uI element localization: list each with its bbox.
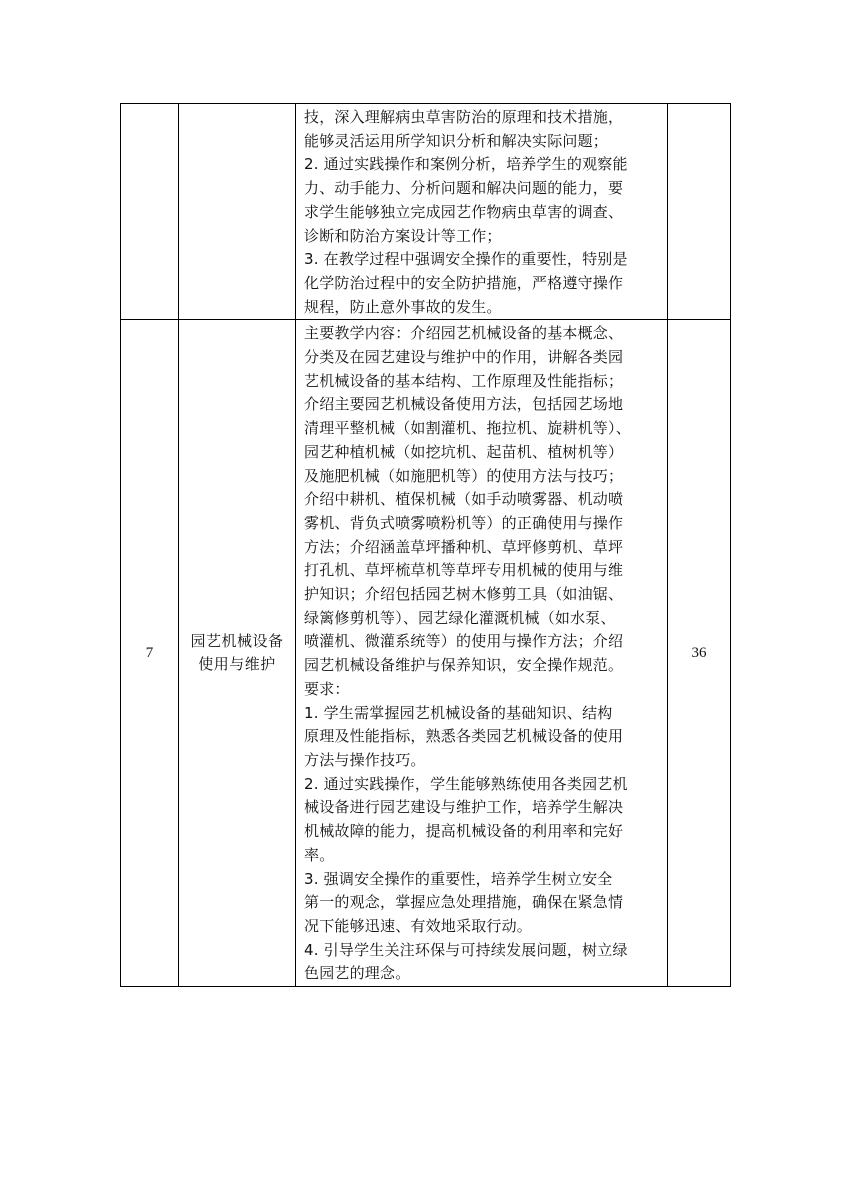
content-line: 分类及在园艺建设与维护中的作用，讲解各类园	[304, 348, 624, 367]
content-line: 诊断和防治方案设计等工作；	[304, 226, 502, 245]
content-line: 技，深入理解病虫草害防治的原理和技术措施，	[304, 108, 624, 126]
course-name-line: 园艺机械设备	[190, 632, 284, 651]
hours-cell: 36	[668, 320, 731, 987]
course-name-cell	[179, 104, 296, 320]
content-line: 绿篱修剪机等）、园艺绿化灌溉机械（如水泵、	[304, 608, 616, 627]
content-line: 规程，防止意外事故的发生。	[304, 297, 502, 316]
content-line: 打孔机、草坪梳草机等草坪专用机械的使用与维	[304, 561, 624, 580]
course-content-cell	[296, 320, 668, 987]
content-line: 方法；介绍涵盖草坪播种机、草坪修剪机、草坪	[304, 537, 624, 556]
table-row	[121, 104, 731, 320]
content-line: 护知识；介绍包括园艺树木修剪工具（如油锯、	[304, 585, 624, 604]
content-line: 清理平整机械（如割灌机、拖拉机、旋耕机等）、	[304, 419, 631, 438]
table-row	[121, 320, 731, 987]
content-line: 化学防治过程中的安全防护措施，严格遵守操作	[304, 273, 624, 292]
course-content-cell	[296, 104, 668, 320]
row-index-cell: 7	[121, 320, 179, 987]
content-line: 雾机、背负式喷雾喷粉机等）的正确使用与操作	[304, 513, 624, 532]
content-line: 械设备进行园艺建设与维护工作，培养学生解决	[304, 798, 624, 817]
content-line: 主要教学内容：介绍园艺机械设备的基本概念、	[304, 324, 624, 343]
content-line: 1. 学生需掌握园艺机械设备的基础知识、结构	[304, 703, 613, 722]
content-line: 能够灵活运用所学知识分析和解决实际问题；	[304, 131, 609, 150]
content-line: 原理及性能指标，熟悉各类园艺机械设备的使用	[304, 727, 624, 746]
content-line: 机械故障的能力，提高机械设备的利用率和完好	[304, 822, 624, 841]
content-line: 第一的观念，掌握应急处理措施，确保在紧急情	[304, 893, 624, 912]
hours-cell	[668, 104, 731, 320]
content-line: 介绍中耕机、植保机械（如手动喷雾器、机动喷	[304, 490, 624, 509]
content-line: 介绍主要园艺机械设备使用方法，包括园艺场地	[304, 395, 624, 414]
content-line: 要求：	[304, 679, 350, 698]
content-line: 况下能够迅速、有效地采取行动。	[304, 916, 533, 935]
course-name-cell	[179, 320, 296, 987]
content-line: 求学生能够独立完成园艺作物病虫草害的调查、	[304, 202, 624, 221]
content-line: 喷灌机、微灌系统等）的使用与操作方法；介绍	[304, 632, 624, 651]
content-line: 力、动手能力、分析问题和解决问题的能力，要	[304, 179, 624, 198]
content-line: 3. 强调安全操作的重要性，培养学生树立安全	[304, 869, 613, 888]
content-line: 4. 引导学生关注环保与可持续发展问题，树立绿	[304, 940, 628, 959]
course-table	[120, 103, 731, 987]
content-line: 2. 通过实践操作和案例分析，培养学生的观察能	[304, 155, 628, 174]
content-line: 方法与操作技巧。	[304, 750, 426, 769]
content-line: 艺机械设备的基本结构、工作原理及性能指标；	[304, 371, 624, 390]
content-line: 园艺种植机械（如挖坑机、起苗机、植树机等）	[304, 442, 624, 461]
content-line: 园艺机械设备维护与保养知识，安全操作规范。	[304, 656, 624, 675]
content-line: 及施肥机械（如施肥机等）的使用方法与技巧；	[304, 466, 624, 485]
content-line: 率。	[304, 845, 335, 864]
content-line: 2. 通过实践操作，学生能够熟练使用各类园艺机	[304, 774, 628, 793]
content-line: 色园艺的理念。	[304, 964, 411, 983]
course-name-line: 使用与维护	[198, 655, 276, 674]
content-line: 3. 在教学过程中强调安全操作的重要性，特别是	[304, 250, 628, 269]
row-index-cell	[121, 104, 179, 320]
